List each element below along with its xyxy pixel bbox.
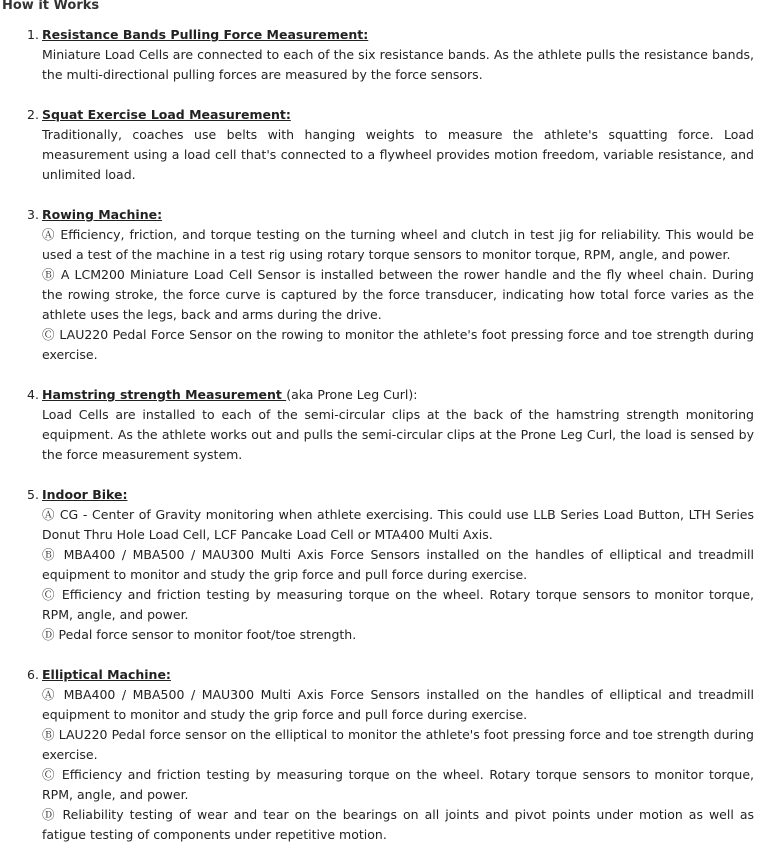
item-title-line [42,105,754,125]
item-number: 1. [27,27,39,42]
list-item-indoor-bike [0,485,758,645]
item-title-line [42,665,754,685]
item-title: Indoor Bike: [42,487,128,502]
item-number: 4. [27,387,39,402]
item-number: 3. [27,207,39,222]
list-item-elliptical-machine [0,665,758,845]
item-paragraph: Load Cells are installed to each of the semi-circular clips at the back of the hamstring strength monitoring equipment. As the athlete works out and pulls the semi-circular clips at the Prone Leg Curl, the load is sensed by the force measurement system. [42,407,754,462]
item-title-line [42,385,754,405]
item-paragraph: Miniature Load Cells are connected to each of the six resistance bands. As the athlete pulls the resistance bands, the multi-directional pulling forces are measured by the force sensors. [42,47,754,82]
item-paragraph: Ⓑ A LCM200 Miniature Load Cell Sensor is installed between the rower handle and the fly wheel chain. During the rowing stroke, the force curve is captured by the force transducer, indicating how total force varies as the athlete uses the legs, back and arms during the drive. [42,267,754,322]
list-item-rowing-machine [0,205,758,365]
list-item-hamstring-strength [0,385,758,465]
item-paragraph: Ⓐ CG - Center of Gravity monitoring when athlete exercising. This could use LLB Series Load Button, LTH Series Donut Thru Hole Load Cell, LCF Pancake Load Cell or MTA400 Multi Axis. [42,507,754,542]
item-paragraph: Ⓒ Efficiency and friction testing by measuring torque on the wheel. Rotary torque sensors to monitor torque, RPM, angle, and power. [42,767,754,802]
item-title: Elliptical Machine: [42,667,171,682]
item-title: Squat Exercise Load Measurement: [42,107,291,122]
item-number: 6. [27,667,39,682]
item-paragraph: Ⓐ MBA400 / MBA500 / MAU300 Multi Axis Force Sensors installed on the handles of elliptical and treadmill equipment to monitor and study the grip force and pull force during exercise. [42,687,754,722]
section-heading: How it Works [2,0,100,13]
item-paragraph: Ⓐ Efficiency, friction, and torque testing on the turning wheel and clutch in test jig for reliability. This would be used a test of the machine in a test rig using rotary torque sensors to monitor torque, RPM, angle, and power. [42,227,754,262]
item-paragraph: Ⓓ Pedal force sensor to monitor foot/toe strength. [42,627,357,642]
item-paragraph: Ⓑ LAU220 Pedal force sensor on the elliptical to monitor the athlete's foot pressing force and toe strength during exercise. [42,727,754,762]
item-paragraph: Ⓓ Reliability testing of wear and tear on the bearings on all joints and pivot points under motion as well as fatigue testing of components under repetitive motion. [42,807,754,842]
item-title: Resistance Bands Pulling Force Measurement: [42,27,369,42]
item-paragraph: Traditionally, coaches use belts with hanging weights to measure the athlete's squatting force. Load measurement using a load cell that's connected to a flywheel provides motion freedom, variable resistance, and unlimited load. [42,127,754,182]
item-title: Hamstring strength Measurement [42,387,287,402]
list-item-squat-exercise [0,105,758,185]
item-number: 5. [27,487,39,502]
list-item-resistance-bands [0,25,758,85]
item-paragraph: Ⓑ MBA400 / MBA500 / MAU300 Multi Axis Force Sensors installed on the handles of elliptical and treadmill equipment to monitor and study the grip force and pull force during exercise. [42,547,754,582]
item-title-suffix: (aka Prone Leg Curl): [286,387,418,402]
item-paragraph: Ⓒ Efficiency and friction testing by measuring torque on the wheel. Rotary torque sensors to monitor torque, RPM, angle, and power. [42,587,754,622]
item-number: 2. [27,107,39,122]
item-title: Rowing Machine: [42,207,163,222]
item-paragraph: Ⓒ LAU220 Pedal Force Sensor on the rowing to monitor the athlete's foot pressing force and toe strength during exercise. [42,327,754,362]
item-title-line [42,205,754,225]
item-title-line [42,485,754,505]
item-title-line [42,25,754,45]
how-it-works-list [0,25,758,865]
